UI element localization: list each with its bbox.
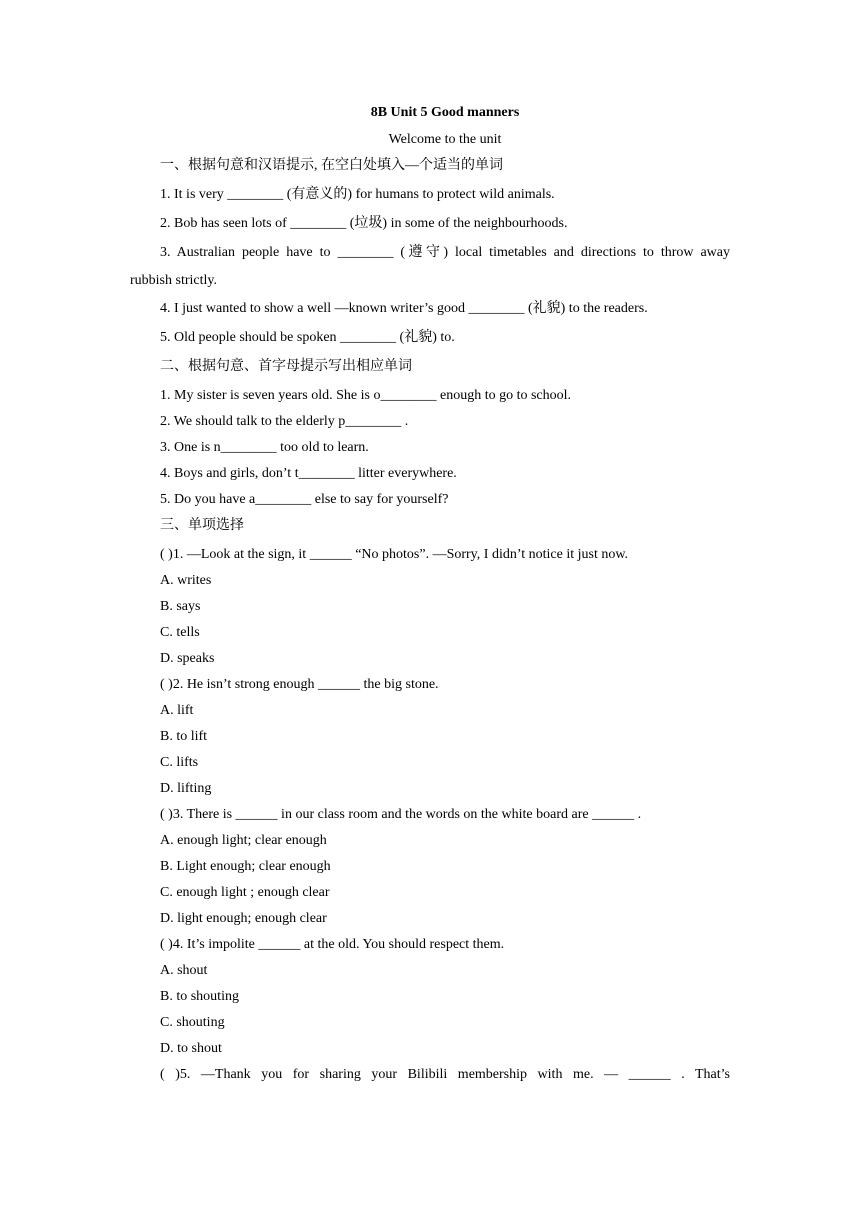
section-3-question-2-option-b: B. to lift: [160, 729, 208, 744]
document-subtitle: Welcome to the unit: [388, 132, 502, 147]
section-3-question-4-option-d: D. to shout: [160, 1041, 222, 1056]
section-3-question-3-option-b: B. Light enough; clear enough: [160, 859, 331, 874]
section-3-question-3-option-d: D. light enough; enough clear: [160, 911, 327, 926]
section-3-question-4-option-a: A. shout: [160, 963, 208, 978]
section-3-question-2-option-d: D. lifting: [160, 781, 212, 796]
section-1-heading: 一、根据句意和汉语提示, 在空白处填入—个适当的单词: [160, 158, 503, 173]
section-3-question-1-option-c: C. tells: [160, 625, 200, 640]
section-3-question-1-option-d: D. speaks: [160, 651, 215, 666]
section-3-question-5-stem: ( )5. —Thank you for sharing your Bilibili membership with me. — ______ . That’s: [160, 1067, 730, 1082]
document-title: 8B Unit 5 Good manners: [370, 105, 520, 120]
section-3-question-3-stem: ( )3. There is ______ in our class room and the words on the white board are ______ .: [160, 807, 642, 822]
section-3-question-4-stem: ( )4. It’s impolite ______ at the old. You should respect them.: [160, 937, 505, 952]
section-3-question-2-option-a: A. lift: [160, 703, 194, 718]
section-2-question-5: 5. Do you have a________ else to say for yourself?: [160, 492, 449, 507]
section-1-question-4: 4. I just wanted to show a well —known writer’s good ________ (礼貌) to the readers.: [160, 301, 648, 316]
section-3-question-3-option-a: A. enough light; clear enough: [160, 833, 327, 848]
section-3-question-4-option-b: B. to shouting: [160, 989, 239, 1004]
section-1-question-3-line-1: 3. Australian people have to ________ (遵守) local timetables and directions to throw away: [160, 245, 730, 260]
section-3-question-1-stem: ( )1. —Look at the sign, it ______ “No photos”. —Sorry, I didn’t notice it just now.: [160, 547, 629, 562]
section-1-question-3-line-2: rubbish strictly.: [130, 273, 217, 288]
document-body: [130, 156, 730, 1093]
section-1-question-5: 5. Old people should be spoken ________ (礼貌) to.: [160, 330, 455, 345]
section-2-question-1: 1. My sister is seven years old. She is o________ enough to go to school.: [160, 388, 572, 403]
section-2-heading: 二、根据句意、首字母提示写出相应单词: [160, 359, 412, 374]
section-1-question-1: 1. It is very ________ (有意义的) for humans to protect wild animals.: [160, 187, 555, 202]
section-2-question-2: 2. We should talk to the elderly p________ .: [160, 414, 409, 429]
section-3-question-1-option-a: A. writes: [160, 573, 212, 588]
section-2-question-4: 4. Boys and girls, don’t t________ litter everywhere.: [160, 466, 457, 481]
section-1-question-2: 2. Bob has seen lots of ________ (垃圾) in some of the neighbourhoods.: [160, 216, 568, 231]
section-3-question-4-option-c: C. shouting: [160, 1015, 225, 1030]
section-3-question-1-option-b: B. says: [160, 599, 201, 614]
section-3-question-2-option-c: C. lifts: [160, 755, 199, 770]
section-3-heading: 三、单项选择: [160, 518, 244, 533]
section-2-question-3: 3. One is n________ too old to learn.: [160, 440, 369, 455]
section-3-question-3-option-c: C. enough light ; enough clear: [160, 885, 330, 900]
section-3-question-2-stem: ( )2. He isn’t strong enough ______ the big stone.: [160, 677, 439, 692]
